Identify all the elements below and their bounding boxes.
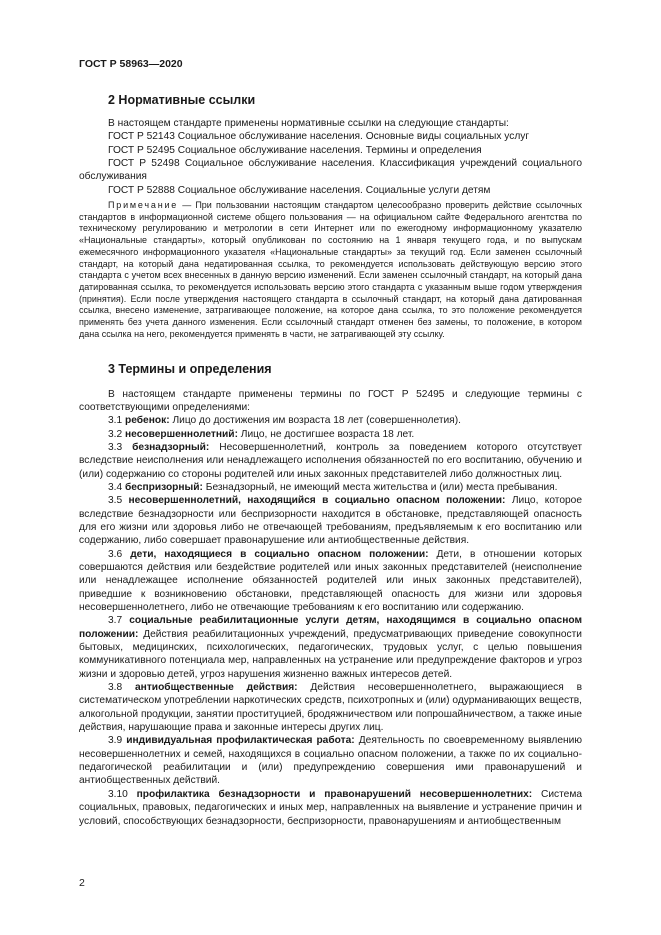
reference-item: ГОСТ Р 52888 Социальное обслуживание населения. Социальные услуги детям <box>108 184 491 196</box>
term-number: 3.3 <box>108 441 123 453</box>
terms-list <box>79 388 582 828</box>
term-definition: Лицо до достижения им возраста 18 лет (совершеннолетия). <box>169 415 461 427</box>
term-definition: Несовершеннолетний, контроль за поведением которого отсутствует вследствие неисполнения или ненадлежащего исполнения обязанностей по его воспитанию, обучению и (или) содержанию со стороны родителей или иных законных представителей либо должностных лиц. <box>79 441 582 480</box>
term-number: 3.9 <box>108 735 123 747</box>
term-definition: Дети, в отношении которых совершаются действия или бездействие родителей или иных законных представителей (неисполнение или ненадлежащее исполнение обязанностей родителей или иных законных представителей), приведшие к возникновению обстановки, представляющей опасность для жизни или здоровья несовершеннолетнего, либо не отвечающие требованиям к его воспитанию или содержанию. <box>79 548 582 613</box>
references-intro: В настоящем стандарте применены нормативные ссылки на следующие стандарты: <box>108 118 509 129</box>
term-number: 3.5 <box>108 495 123 507</box>
term-entry <box>79 734 582 787</box>
term-entry <box>79 788 582 828</box>
document-code: ГОСТ Р 58963—2020 <box>79 58 183 70</box>
term-name: социальные реабилитационные услуги детям, находящимся в социально опасном положении: <box>79 615 582 640</box>
term-name: индивидуальная профилактическая работа: <box>126 735 355 747</box>
term-entry <box>79 481 582 494</box>
term-definition: Деятельность по своевременному выявлению несовершеннолетних и семей, находящихся в социально опасном положении, а также по их социально-педагогической реабилитации и (или) предупреждению совершения ими правонарушений и антиобщественных действий. <box>79 735 583 787</box>
term-number: 3.4 <box>108 481 123 493</box>
term-entry <box>79 494 582 547</box>
term-number: 3.1 <box>108 415 123 427</box>
term-name: антиобщественные действия: <box>135 682 298 694</box>
term-name: беспризорный: <box>125 481 203 493</box>
references-note <box>79 200 582 340</box>
reference-item: ГОСТ Р 52495 Социальное обслуживание населения. Термины и определения <box>108 144 482 156</box>
terms-intro: В настоящем стандарте применены термины по ГОСТ Р 52495 и следующие термины с соответствующими определениями: <box>79 388 582 413</box>
reference-item: ГОСТ Р 52143 Социальное обслуживание населения. Основные виды социальных услуг <box>108 131 530 143</box>
normative-references <box>79 117 582 197</box>
term-definition: Система социальных, правовых, педагогических и иных мер, направленных на выявление и устранение причин и условий, способствующих безнадзорности, беспризорности, правонарушениям и антиобщественным <box>79 788 582 827</box>
term-name: несовершеннолетний, находящийся в социально опасном положении: <box>128 495 506 507</box>
term-definition: Действия несовершеннолетнего, выражающиеся в систематическом употреблении наркотических средств, психотропных и (или) одурманивающих веществ, алкогольной продукции, занятии проституцией, бродяжничеством или попрошайничеством, а также иные действия, нарушающие права и законные интересы других лиц. <box>79 682 582 734</box>
reference-item: ГОСТ Р 52498 Социальное обслуживание населения. Классификация учреждений социального обслуживания <box>79 158 582 183</box>
term-definition: Действия реабилитационных учреждений, предусматривающих приведение совокупности бытовых, медицинских, психологических, педагогических, трудовых услуг, с целью повышения коммуникативного потенциала мер, направленных на устранение или предупреждение факторов и угроз жизни и здоровью детей, угроз нарушения жизненно важных интересов детей. <box>79 628 582 680</box>
term-number: 3.10 <box>108 788 128 800</box>
term-entry <box>79 681 582 734</box>
note-text: — При пользовании настоящим стандартом целесообразно проверить действие ссылочных стандартов в информационной системе общего пользования — на официальном сайте Федерального агентства по техническому регулированию и метрологии в сети Интернет или по ежегодному информационному указателю «Национальные стандарты», который опубликован по состоянию на 1 января текущего года, и по выпускам ежемесячного информационного указателя «Национальные стандарты» за текущий год. Если заменен ссылочный стандарт, на который дана недатированная ссылка, то рекомендуется использовать действующую версию этого стандарта с учетом всех внесенных в данную версию изменений. Если заменен ссылочный стандарт, на который дана датированная ссылка, то рекомендуется использовать версию этого стандарта с указанным выше годом утверждения (принятия). Если после утверждения настоящего стандарта в ссылочный стандарт, на который дана датированная ссылка, внесено изменение, затрагивающее положение, на которое дана ссылка, то это положение рекомендуется применять без учета данного изменения. Если ссылочный стандарт отменен без замены, то положение, в котором дана ссылка на него, рекомендуется применять в части, не затрагивающей эту ссылку. <box>79 200 582 339</box>
term-number: 3.7 <box>108 615 123 627</box>
page-content <box>79 88 582 828</box>
section-3-title: 3 Термины и определения <box>108 361 272 376</box>
term-name: безнадзорный: <box>132 441 210 453</box>
term-entry <box>79 614 582 681</box>
term-definition: Безнадзорный, не имеющий места жительства и (или) места пребывания. <box>202 481 558 493</box>
note-label: Примечание <box>108 200 179 211</box>
term-number: 3.6 <box>108 548 123 560</box>
term-name: дети, находящиеся в социально опасном положении: <box>130 548 429 560</box>
term-entry <box>79 428 582 441</box>
page-number: 2 <box>79 877 85 889</box>
term-entry <box>79 414 582 427</box>
term-name: ребенок: <box>125 415 170 427</box>
section-2-title: 2 Нормативные ссылки <box>108 93 256 107</box>
term-definition: Лицо, которое вследствие безнадзорности или беспризорности находится в обстановке, представляющей опасность для его жизни или здоровья либо не отвечающей требованиям, предъявляемым к его воспитанию или содержанию, либо совершает правонарушение или антиобщественные действия. <box>79 495 582 547</box>
term-number: 3.2 <box>108 428 123 440</box>
term-name: несовершеннолетний: <box>125 428 238 440</box>
term-number: 3.8 <box>108 682 123 694</box>
term-name: профилактика безнадзорности и правонарушений несовершеннолетних: <box>136 788 533 800</box>
term-entry <box>79 441 582 481</box>
term-definition: Лицо, не достигшее возраста 18 лет. <box>237 428 415 440</box>
term-entry <box>79 548 582 615</box>
